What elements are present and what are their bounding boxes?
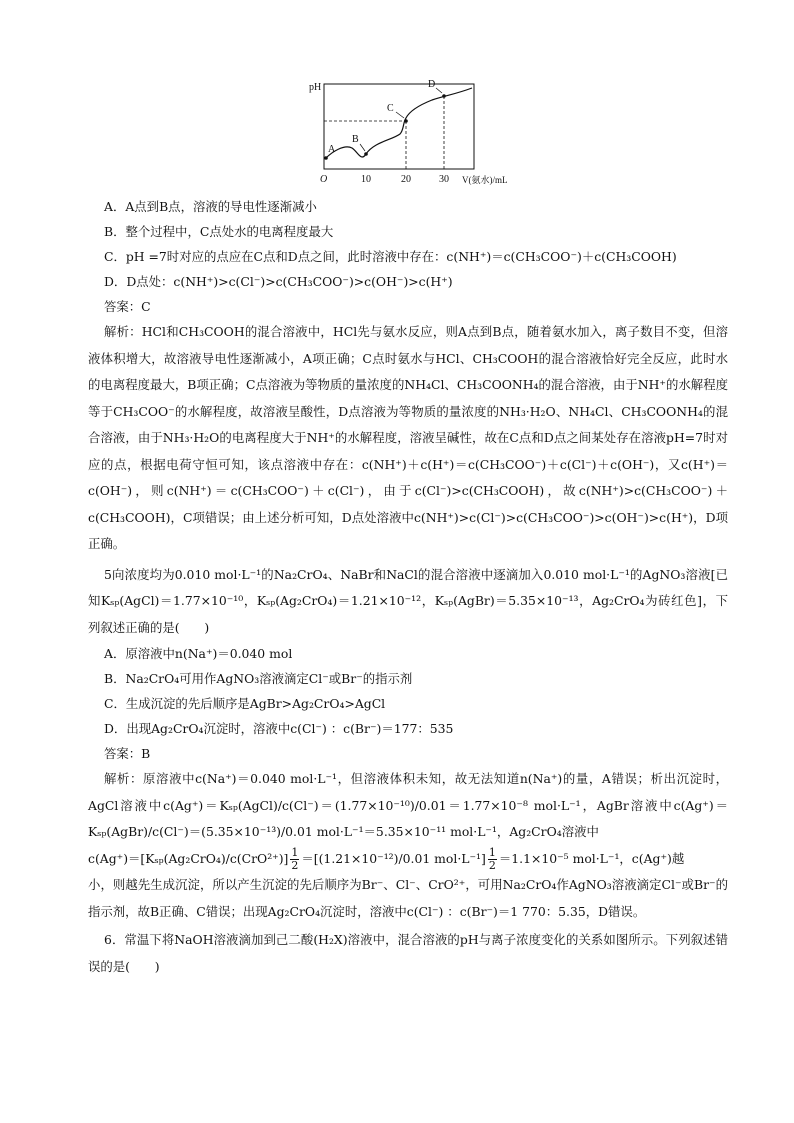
- fraction-half-2: $\frac{1}{2}$: [488, 845, 496, 872]
- formula-part1: c(Ag⁺)＝[Kₛₚ(Ag₂CrO₄)/c(CrO²⁺)]: [88, 850, 289, 866]
- q5-analysis-formula: [88, 846, 728, 873]
- point-b-label: B: [352, 134, 359, 145]
- q4-option-c: C．pH =7时对应的点应在C点和D点之间，此时溶液中存在：c(NH⁺)＝c(CH₃COO⁻)＋c(CH₃COOH): [104, 249, 677, 264]
- b-leader: [360, 144, 365, 151]
- y-axis-label: pH: [309, 82, 322, 93]
- ph-curve: [326, 88, 472, 158]
- q5-option-a: A．原溶液中n(Na⁺)＝0.040 mol: [104, 646, 293, 661]
- q5-stem: 5向浓度均为0.010 mol·L⁻¹的Na₂CrO₄、NaBr和NaCl的混合溶液中逐滴加入0.010 mol·L⁻¹的AgNO₃溶液[已知Kₛₚ(AgCl)＝1.77×10⁻¹⁰，Kₛₚ(Ag₂CrO₄)＝1.21×10⁻¹²，Kₛₚ(AgBr)＝5.35×10⁻¹³，Ag₂CrO₄为砖红色]，下列叙述正确的是( ): [88, 566, 728, 635]
- q5-option-d: D．出现Ag₂CrO₄沉淀时，溶液中c(Cl⁻) ：c(Br⁻)＝177：535: [104, 721, 454, 736]
- origin-label: O: [320, 174, 328, 185]
- q5-analysis-part1: 解析：原溶液中c(Na⁺)＝0.040 mol·L⁻¹，但溶液体积未知，故无法知道n(Na⁺)的量，A错误；析出沉淀时，AgCl溶液中c(Ag⁺)＝Kₛₚ(AgCl)/c(Cl⁻)＝(1.77×10⁻¹⁰)/0.01＝1.77×10⁻⁸ mol·L⁻¹，AgBr溶液中c(Ag⁺)＝Kₛₚ(AgBr)/c(Cl⁻)＝(5.35×10⁻¹³)/0.01 mol·L⁻¹＝5.35×10⁻¹¹ mol·L⁻¹，Ag₂CrO₄溶液中: [88, 771, 728, 839]
- point-c-label: C: [387, 103, 394, 114]
- d-leader: [436, 88, 442, 93]
- formula-part2: ＝[(1.21×10⁻¹²)/0.01 mol·L⁻¹]: [301, 850, 486, 866]
- q5-answer: 答案：B: [104, 746, 151, 761]
- q4-option-b: B．整个过程中，C点处水的电离程度最大: [104, 224, 334, 239]
- point-d-label: D: [428, 79, 436, 90]
- point-b-marker: [364, 152, 368, 156]
- plot-frame: [324, 84, 474, 169]
- point-a-label: A: [328, 144, 336, 155]
- titration-figure: [88, 78, 728, 194]
- point-a-marker: [324, 156, 328, 160]
- fraction-half-1: $\frac{1}{2}$: [291, 845, 299, 872]
- q5-analysis-part2: 小，则越先生成沉淀，所以产生沉淀的先后顺序为Br⁻、Cl⁻、CrO²⁺，可用Na₂CrO₄作AgNO₃溶液滴定Cl⁻或Br⁻的指示剂，故B正确、C错误；出现Ag₂CrO₄沉淀时，溶液中c(Cl⁻) ：c(Br⁻)＝1 770：5.35，D错误。: [88, 877, 728, 919]
- q4-option-d: D．D点处：c(NH⁺)>c(Cl⁻)>c(CH₃COO⁻)>c(OH⁻)>c(H⁺): [104, 274, 453, 289]
- formula-part3: ＝1.1×10⁻⁵ mol·L⁻¹，c(Ag⁺)越: [498, 850, 685, 866]
- point-c-marker: [404, 119, 408, 123]
- c-leader: [396, 112, 404, 118]
- titration-curve-diagram: [304, 78, 514, 190]
- q5-option-b: B．Na₂CrO₄可用作AgNO₃溶液滴定Cl⁻或Br⁻的指示剂: [104, 671, 413, 686]
- x-tick-10: 10: [361, 174, 371, 185]
- q4-analysis: 解析：HCl和CH₃COOH的混合溶液中，HCl先与氨水反应，则A点到B点，随着氨水加入，离子数目不变，但溶液体积增大，故溶液导电性逐渐减小，A项正确；C点时氨水与HCl、CH₃COOH的混合溶液恰好完全反应，此时水的电离程度最大，B项正确；C点溶液为等物质的量浓度的NH₄Cl、CH₃COONH₄的混合溶液，由于NH⁺的水解程度等于CH₃COO⁻的水解程度，故溶液呈酸性，D点溶液为等物质的量浓度的NH₃·H₂O、NH₄Cl、CH₃COONH₄的混合溶液，由于NH₃·H₂O的电离程度大于NH⁺的水解程度，溶液呈碱性，故在C点和D点之间某处存在溶液pH=7时对应的点，根据电荷守恒可知，该点溶液中存在：c(NH⁺)＋c(H⁺)＝c(CH₃COO⁻)＋c(Cl⁻)＋c(OH⁻)，又c(H⁺)＝c(OH⁻)，则c(NH⁺)＝c(CH₃COO⁻)＋c(Cl⁻)，由于c(Cl⁻)>c(CH₃COOH)，故c(NH⁺)>c(CH₃COO⁻)＋c(CH₃COOH)，C项错误；由上述分析可知，D点处溶液中c(NH⁺)>c(Cl⁻)>c(CH₃COO⁻)>c(OH⁻)>c(H⁺)，D项正确。: [88, 324, 728, 551]
- page-content: [88, 78, 728, 980]
- q6-stem: 6．常温下将NaOH溶液滴加到己二酸(H₂X)溶液中，混合溶液的pH与离子浓度变化的关系如图所示。下列叙述错误的是( ): [88, 932, 728, 974]
- point-d-marker: [442, 94, 446, 98]
- q4-answer: 答案：C: [104, 299, 151, 314]
- q5-option-c: C．生成沉淀的先后顺序是AgBr>Ag₂CrO₄>AgCl: [104, 696, 386, 711]
- x-tick-30: 30: [439, 174, 449, 185]
- x-axis-label: V(氨水)/mL: [462, 175, 508, 185]
- x-tick-20: 20: [401, 174, 411, 185]
- q4-option-a: A．A点到B点，溶液的导电性逐渐减小: [104, 199, 317, 214]
